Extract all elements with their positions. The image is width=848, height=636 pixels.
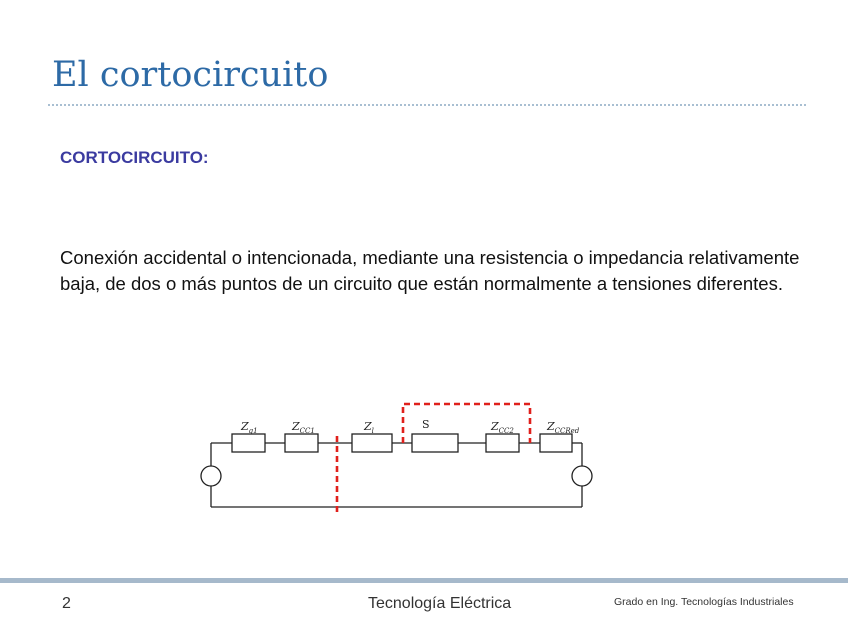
title-divider [48, 104, 806, 106]
label-zl: $Z_l$ [364, 420, 374, 435]
section-heading: CORTOCIRCUITO: [60, 148, 209, 167]
impedance-zcc2 [486, 434, 519, 452]
footer-degree: Grado en Ing. Tecnologías Industriales [614, 596, 794, 608]
impedance-zl [352, 434, 392, 452]
label-zcc2: $Z_{CC2}$ [491, 420, 514, 435]
label-zg1: $Z_{g1}$ [241, 420, 258, 435]
definition-text: Conexión accidental o intencionada, mediante una resistencia o impedancia relativamente baja, de dos o más puntos de un circuito que están normalmente a tensiones diferentes. [60, 247, 800, 294]
impedance-s [412, 434, 458, 452]
footer-band [0, 578, 848, 583]
slide-title: El cortocircuito [52, 55, 329, 95]
circuit-diagram [180, 390, 600, 515]
footer-course-title: Tecnología Eléctrica [368, 595, 512, 612]
page-number: 2 [62, 595, 71, 612]
label-s: S [422, 418, 430, 431]
impedance-zccred [540, 434, 572, 452]
impedance-zcc1 [285, 434, 318, 452]
source-right [572, 466, 592, 486]
label-zcc1: $Z_{CC1}$ [292, 420, 315, 435]
impedance-zg1 [232, 434, 265, 452]
source-left [201, 466, 221, 486]
label-zccred: $Z_{CCRed}$ [547, 420, 580, 435]
